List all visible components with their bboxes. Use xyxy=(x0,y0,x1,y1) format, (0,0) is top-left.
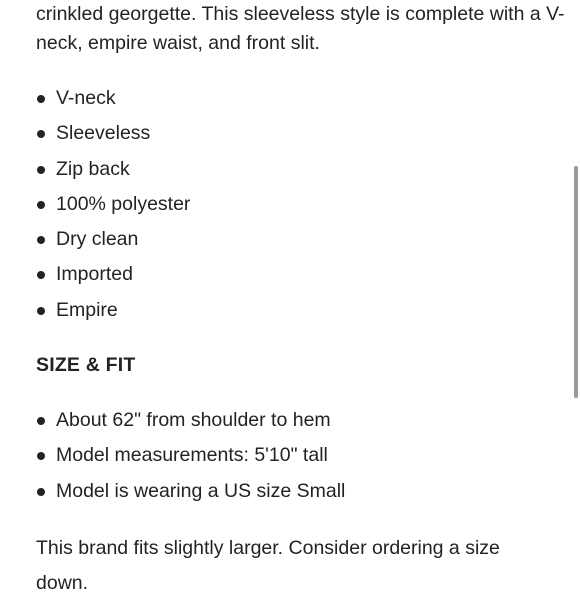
list-item: Dry clean xyxy=(36,222,556,257)
size-fit-list xyxy=(36,403,556,509)
product-description xyxy=(36,0,565,601)
fit-note: This brand fits slightly larger. Consider ordering a size down. xyxy=(36,536,500,594)
list-item: 100% polyester xyxy=(36,187,556,222)
scrollbar[interactable] xyxy=(572,0,580,580)
size-fit-heading: SIZE & FIT xyxy=(36,354,136,377)
list-item: V-neck xyxy=(36,81,556,116)
list-item: Sleeveless xyxy=(36,116,556,151)
description-line: neck, empire waist, and front slit. xyxy=(36,32,320,54)
description-paragraph xyxy=(36,0,565,58)
description-line: crinkled georgette. This sleeveless style is complete with a V- xyxy=(36,3,565,25)
list-item: Model measurements: 5'10" tall xyxy=(36,438,556,473)
list-item: Imported xyxy=(36,257,556,292)
list-item: About 62" from shoulder to hem xyxy=(36,403,556,438)
list-item: Empire xyxy=(36,293,556,328)
scrollbar-thumb[interactable] xyxy=(574,166,578,398)
details-list xyxy=(36,81,556,328)
list-item: Zip back xyxy=(36,152,556,187)
list-item: Model is wearing a US size Small xyxy=(36,474,556,509)
